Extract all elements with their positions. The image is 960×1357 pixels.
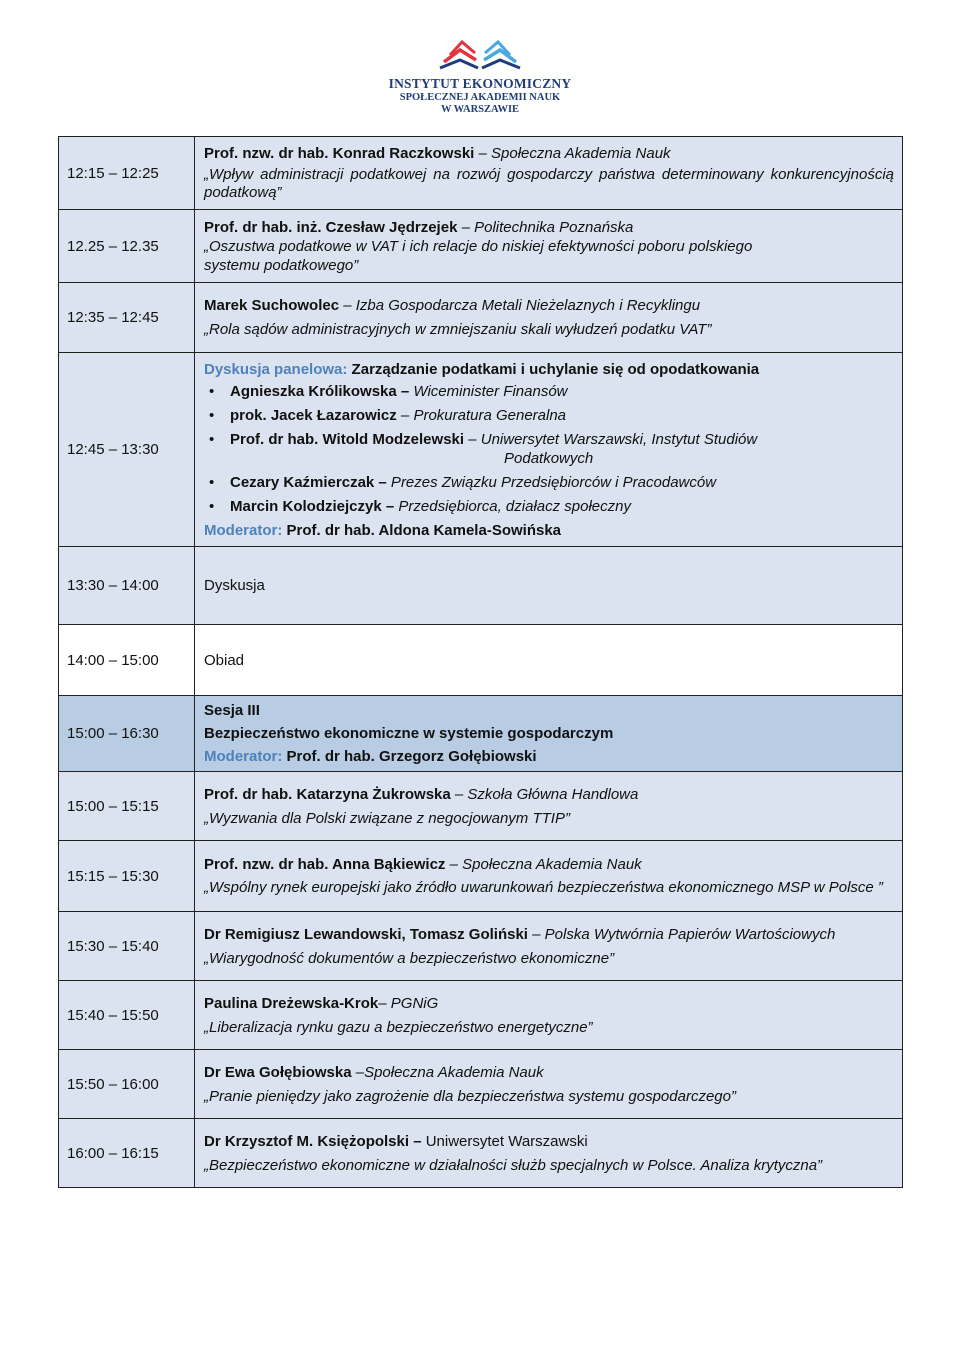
talk-title: „Rola sądów administracyjnych w zmniejszaniu skali wyłudzeń podatku VAT” [204, 321, 712, 338]
panelist-name: Cezary Kaźmierczak – [230, 473, 387, 491]
separator: – [445, 856, 463, 873]
speaker-name: Prof. dr hab. inż. Czesław Jędrzejek [204, 218, 458, 236]
separator: – [464, 430, 481, 448]
talk-cell [195, 1119, 903, 1188]
time-slot: 12.25 – 12.35 [59, 210, 195, 283]
talk-title-line: systemu podatkowego” [204, 256, 359, 274]
time-slot: 15:30 – 15:40 [59, 912, 195, 981]
speaker-name: Prof. dr hab. Katarzyna Żukrowska [204, 785, 451, 803]
panel-label: Dyskusja panelowa: [204, 360, 348, 378]
table-row [59, 210, 903, 283]
institute-city: W WARSZAWIE [440, 103, 520, 115]
panelist-role: Uniwersytet Warszawski, Instytut Studiów [480, 430, 758, 448]
list-item [204, 430, 894, 468]
panelist-name: Agnieszka Królikowska – [230, 382, 410, 400]
affiliation: Uniwersytet Warszawski [421, 1132, 588, 1150]
talk-cell [195, 1050, 903, 1119]
table-row [59, 696, 903, 772]
separator: – [457, 218, 475, 236]
time-slot: 15:50 – 16:00 [59, 1050, 195, 1119]
talk-cell [195, 841, 903, 912]
talk-title-line: „Oszustwa podatkowe w VAT i ich relacje do niskiej efektywności poboru polskiego [204, 237, 753, 255]
separator: – [378, 994, 391, 1012]
speaker-name: Dr Krzysztof M. Księżopolski – [204, 1132, 422, 1150]
session-title: Bezpieczeństwo ekonomiczne w systemie gospodarczym [204, 725, 614, 742]
time-slot: 15:00 – 16:30 [59, 696, 195, 772]
separator: – [396, 406, 414, 424]
time-slot: 13:30 – 14:00 [59, 547, 195, 625]
session-header-cell [195, 696, 903, 772]
time-slot: 15:40 – 15:50 [59, 981, 195, 1050]
moderator-label: Moderator: [204, 748, 283, 765]
speaker-name: Prof. nzw. dr hab. Anna Bąkiewicz [204, 856, 446, 873]
talk-cell [195, 283, 903, 353]
table-row [59, 1119, 903, 1188]
institute-header [0, 38, 960, 116]
talk-title: „Wpływ administracji podatkowej na rozwój gospodarczy państwa determinowany konkurencyjnością podatkową” [204, 166, 894, 201]
affiliation: Społeczna Akademia Nauk [364, 1063, 544, 1081]
talk-title: „Bezpieczeństwo ekonomiczne w działalności służb specjalnych w Polsce. Analiza krytyczna” [204, 1156, 823, 1174]
talk-title: „Liberalizacja rynku gazu a bezpieczeństwo energetyczne” [204, 1018, 593, 1036]
panel-cell [195, 353, 903, 547]
session-name: Sesja III [204, 702, 260, 719]
talk-title: „Wyzwania dla Polski związane z negocjowanym TTIP” [204, 809, 570, 827]
table-row [59, 353, 903, 547]
time-slot: 12:45 – 13:30 [59, 353, 195, 547]
table-row [59, 772, 903, 841]
list-item [204, 497, 894, 516]
talk-cell [195, 912, 903, 981]
moderator-label: Moderator: [204, 521, 283, 539]
speaker-name: Dr Ewa Gołębiowska [204, 1063, 352, 1081]
institute-name: INSTYTUT EKONOMICZNY [388, 76, 572, 91]
talk-cell [195, 210, 903, 283]
affiliation: Społeczna Akademia Nauk [491, 145, 671, 162]
affiliation: PGNiG [390, 994, 439, 1012]
affiliation: Politechnika Poznańska [474, 218, 634, 236]
talk-title [204, 237, 894, 275]
time-slot: 15:15 – 15:30 [59, 841, 195, 912]
talk-cell [195, 981, 903, 1050]
panelist-role: Prokuratura Generalna [413, 406, 567, 424]
speaker-name: Dr Remigiusz Lewandowski, Tomasz Goliński [204, 925, 528, 943]
moderator-name: Prof. dr hab. Grzegorz Gołębiowski [282, 748, 537, 765]
table-row [59, 547, 903, 625]
table-row [59, 981, 903, 1050]
time-slot: 12:15 – 12:25 [59, 137, 195, 210]
affiliation: Polska Wytwórnia Papierów Wartościowych [544, 925, 836, 943]
panelist-name: prok. Jacek Łazarowicz [230, 406, 397, 424]
time-slot: 14:00 – 15:00 [59, 625, 195, 696]
time-slot: 12:35 – 12:45 [59, 283, 195, 353]
session-item: Dyskusja [195, 547, 903, 625]
talk-title: „Wspólny rynek europejski jako źródło uwarunkowań bezpieczeństwa ekonomicznego MSP w Polsce ” [204, 879, 883, 896]
panelist-role: Prezes Związku Przedsiębiorców i Pracodawców [386, 473, 717, 491]
speaker-name: Paulina Dreżewska-Krok [204, 994, 379, 1012]
speaker-name: Marek Suchowolec [204, 297, 340, 314]
panelist-list [204, 382, 894, 516]
affiliation: Szkoła Główna Handlowa [467, 785, 639, 803]
list-item [204, 473, 894, 492]
institute-subname: SPOŁECZNEJ AKADEMII NAUK [399, 91, 561, 103]
panel-title: Zarządzanie podatkami i uchylanie się od opodatkowania [347, 360, 760, 378]
table-row [59, 1050, 903, 1119]
table-row [59, 137, 903, 210]
open-book-logo-icon [430, 38, 530, 74]
agenda-table [58, 136, 903, 1188]
table-row [59, 841, 903, 912]
separator: – [339, 297, 356, 314]
time-slot: 16:00 – 16:15 [59, 1119, 195, 1188]
talk-cell [195, 772, 903, 841]
separator: – [450, 785, 468, 803]
table-row [59, 625, 903, 696]
session-item: Obiad [195, 625, 903, 696]
panelist-role: Wiceminister Finansów [409, 382, 568, 400]
separator: – [474, 145, 492, 162]
list-item [204, 406, 894, 425]
separator: – [351, 1063, 365, 1081]
table-row [59, 283, 903, 353]
affiliation: Izba Gospodarcza Metali Nieżelaznych i Recyklingu [355, 297, 701, 314]
panelist-role-continued: Podatkowych [504, 449, 594, 467]
panelist-name: Marcin Kolodziejczyk – [230, 497, 395, 515]
panelist-role: Przedsiębiorca, działacz społeczny [394, 497, 631, 515]
talk-cell [195, 137, 903, 210]
table-row [59, 912, 903, 981]
moderator-name: Prof. dr hab. Aldona Kamela-Sowińska [282, 521, 562, 539]
time-slot: 15:00 – 15:15 [59, 772, 195, 841]
list-item [204, 382, 894, 401]
separator: – [527, 925, 545, 943]
affiliation: Społeczna Akademia Nauk [462, 856, 642, 873]
speaker-name: Prof. nzw. dr hab. Konrad Raczkowski [204, 145, 475, 162]
talk-title: „Pranie pieniędzy jako zagrożenie dla bezpieczeństwa systemu gospodarczego” [204, 1087, 736, 1105]
talk-title: „Wiarygodność dokumentów a bezpieczeństwo ekonomiczne” [204, 949, 615, 967]
panelist-name: Prof. dr hab. Witold Modzelewski [230, 430, 465, 448]
